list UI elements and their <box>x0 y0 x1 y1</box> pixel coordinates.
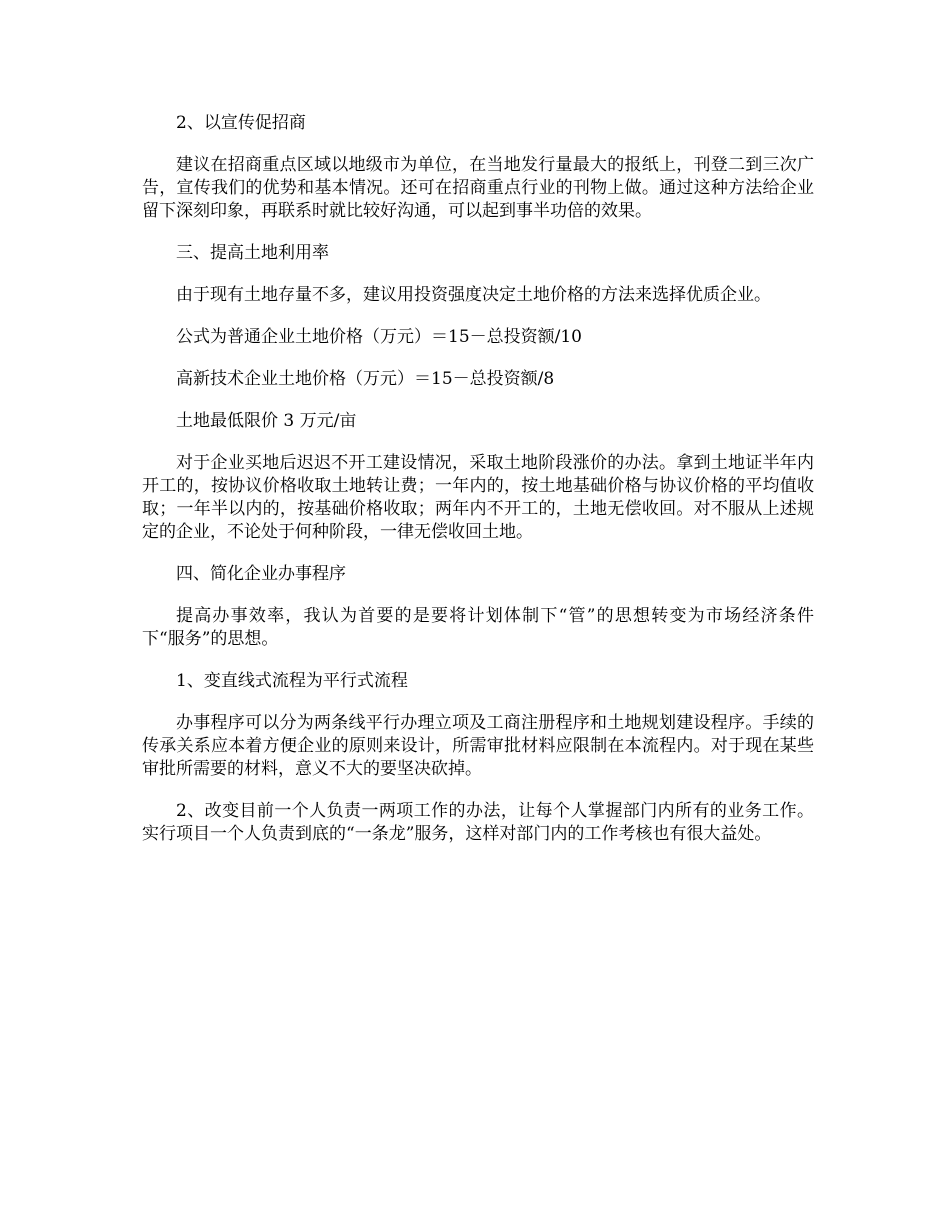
document-body <box>142 112 814 865</box>
subheading-parallel-process: 1、变直线式流程为平行式流程 <box>176 671 408 691</box>
formula-high-tech-enterprise: 高新技术企业土地价格（万元）＝15－总投资额/8 <box>176 369 555 389</box>
section-heading-land-utilization: 三、提高土地利用率 <box>176 243 329 263</box>
paragraph-advertising-proposal: 建议在招商重点区域以地级市为单位，在当地发行量最大的报纸上，刊登二到三次广告，宣传我们的优势和基本情况。还可在招商重点行业的刊物上做。通过这种方法给企业留下深刻印象，再联系时就比较好沟通，可以起到事半功倍的效果。 <box>142 155 814 221</box>
paragraph-delayed-construction: 对于企业买地后迟迟不开工建设情况，采取土地阶段涨价的办法。拿到土地证半年内开工的，按协议价格收取土地转让费；一年内的，按土地基础价格与协议价格的平均值收取；一年半以内的，按基础价格收取；两年内不开工的，土地无偿收回。对不服从上述规定的企业，不论处于何种阶段，一律无偿收回土地。 <box>142 453 814 542</box>
paragraph-efficiency: 提高办事效率，我认为首要的是要将计划体制下“管”的思想转变为市场经济条件下“服务”的思想。 <box>142 606 814 649</box>
paragraph-one-stop-service: 2、改变目前一个人负责一两项工作的办法，让每个人掌握部门内所有的业务工作。实行项目一个人负责到底的“一条龙”服务，这样对部门内的工作考核也有很大益处。 <box>142 801 814 844</box>
formula-ordinary-enterprise: 公式为普通企业土地价格（万元）＝15－总投资额/10 <box>176 327 582 347</box>
paragraph-two-track-process: 办事程序可以分为两条线平行办理立项及工商注册程序和土地规划建设程序。手续的传承关系应本着方便企业的原则来设计，所需审批材料应限制在本流程内。对于现在某些审批所需要的材料，意义不大的要坚决砍掉。 <box>142 713 814 779</box>
subheading-promote-investment: 2、以宣传促招商 <box>176 113 306 133</box>
minimum-land-price: 土地最低限价 3 万元/亩 <box>176 411 357 431</box>
section-heading-simplify-procedures: 四、简化企业办事程序 <box>176 564 346 584</box>
paragraph-land-stock: 由于现有土地存量不多，建议用投资强度决定土地价格的方法来选择优质企业。 <box>176 285 771 305</box>
